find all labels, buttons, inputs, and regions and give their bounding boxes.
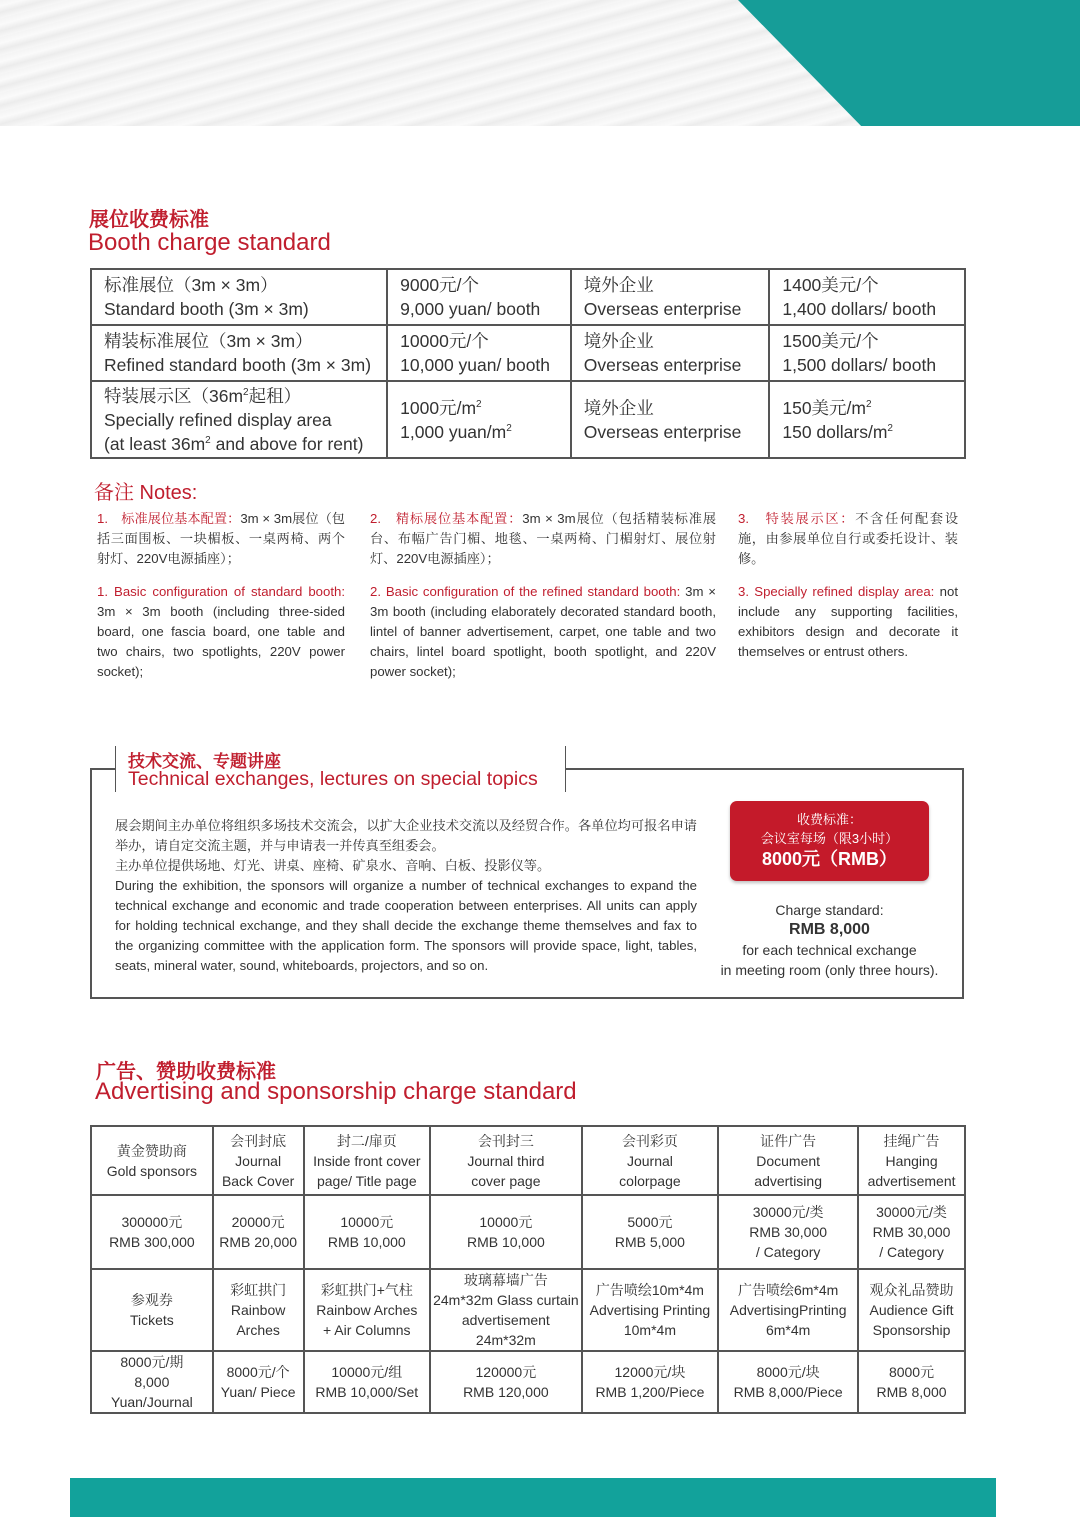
booth-row <box>91 325 965 381</box>
booth-type-cell: 特装展示区（$36m^2$起租） Specially refined display area (at least $36m^2$ and above for rent) <box>91 381 387 458</box>
booth-price-cell: 10000元/个 10,000 yuan/ booth <box>387 325 571 381</box>
ads-cell-line: Journal <box>626 1152 673 1169</box>
ads-cell-line: 广告喷绘6m*4m <box>737 1282 839 1298</box>
booth-type-cell: 标准展位（3m × 3m） Standard booth (3m × 3m) <box>91 269 387 325</box>
booth-row <box>91 381 965 458</box>
ads-cell-line: / Category <box>879 1244 944 1260</box>
ads-cell-line: Journal third <box>467 1152 545 1169</box>
ads-price-cell <box>582 1351 719 1413</box>
ads-cell-line: RMB 8,000/Piece <box>733 1384 843 1400</box>
ads-price-cell <box>718 1351 858 1413</box>
ads-price-row <box>91 1351 965 1413</box>
note-2-cn: 2. 精标展位基本配置：3m × 3m展位（包括精装标准展台、布幅广告门楣、地毯、一桌两椅、门楣射灯、展位射灯、220V电源插座）； <box>370 511 717 566</box>
booth-overseas-cell: 境外企业 Overseas enterprise <box>571 269 770 325</box>
ads-cell-line: Rainbow Arches <box>316 1302 418 1318</box>
ads-cell-line: 证件广告 <box>760 1132 817 1149</box>
ads-cell-line: 300000元 <box>121 1214 183 1230</box>
booth-title-en: Booth charge standard <box>88 229 331 256</box>
ads-cell-line: colorpage <box>619 1172 681 1189</box>
ads-cell-line: RMB 1,200/Piece <box>595 1384 705 1400</box>
ads-cell-line: 观众礼品赞助 <box>869 1282 954 1298</box>
ads-item-cell <box>582 1126 719 1195</box>
charge-standard-en: Charge standard: RMB 8,000 for each technical exchange in meeting room (only three hours). <box>720 902 939 978</box>
note-3-en: 3. Specially refined display area: not include any supporting facilities, exhibitors design and decorate it themselves or entrust others. <box>738 584 958 659</box>
ads-cell-line: 10000元 <box>479 1214 533 1230</box>
ads-item-cell <box>858 1269 965 1351</box>
ads-cell-line: Arches <box>236 1322 280 1338</box>
ads-cell-line: 会刊封三 <box>477 1132 534 1149</box>
ads-cell-line: Advertising Printing <box>589 1302 711 1318</box>
booth-row <box>91 269 965 325</box>
ads-cell-line: 120000元 <box>475 1364 537 1380</box>
ads-item-cell <box>304 1269 431 1351</box>
ads-item-cell <box>304 1126 431 1195</box>
booth-price-cell: 9000元/个 9,000 yuan/ booth <box>387 269 571 325</box>
ads-title-cn: 广告、赞助收费标准 <box>96 1061 276 1083</box>
ads-item-cell <box>718 1269 858 1351</box>
tech-title-cn: 技术交流、专题讲座 <box>128 752 281 771</box>
ads-cell-line: Gold sponsors <box>106 1162 197 1179</box>
booth-type-cell: 精装标准展位（3m × 3m） Refined standard booth (3m × 3m) <box>91 325 387 381</box>
ads-cell-line: advertising <box>754 1172 822 1189</box>
ads-price-cell <box>858 1195 965 1269</box>
ads-cell-line: 30000元/类 <box>752 1204 824 1220</box>
tech-description: 展会期间主办单位将组织多场技术交流会，以扩大企业技术交流以及经贸合作。各单位均可报名申请举办，请自定交流主题，并与申请表一并传真至组委会。 主办单位提供场地、灯光、讲桌、座椅、矿泉水、音响、白板、投影仪等。 During the exhibition, the sponsors will organize a number of technical exchanges to expand the technical exchange and economic and trade cooperation between enterprises. All units can apply for holding technical exchange, and they shall decide the exchange theme themselves and fax to the organizing committee with the application form. The sponsors will provide space, light, tables, seats, mineral water, sound, whiteboards, projectors, and so on. <box>115 818 697 973</box>
ads-cell-line: page/ Title page <box>316 1172 417 1189</box>
ads-cell-line: Back Cover <box>221 1172 295 1189</box>
tech-exchange-header <box>115 746 566 792</box>
booth-overseas-cell: 境外企业 Overseas enterprise <box>571 381 770 458</box>
ads-cell-line: RMB 10,000 <box>466 1234 545 1250</box>
ads-item-cell <box>91 1126 213 1195</box>
ads-price-row <box>91 1195 965 1269</box>
ads-cell-line: / Category <box>755 1244 821 1260</box>
ads-price-cell <box>582 1195 719 1269</box>
ads-price-cell <box>430 1351 582 1413</box>
ads-cell-line: Inside front cover <box>313 1152 421 1169</box>
ads-item-cell <box>430 1126 582 1195</box>
ads-cell-line: 黄金赞助商 <box>116 1142 187 1159</box>
ads-cell-line: RMB 5,000 <box>614 1234 685 1250</box>
ads-price-cell <box>213 1351 304 1413</box>
ads-cell-line: Audience Gift <box>869 1302 954 1318</box>
ads-cell-line: 8000元/个 <box>226 1364 290 1380</box>
ads-item-cell <box>91 1269 213 1351</box>
booth-usd-cell: 1500美元/个 1,500 dollars/ booth <box>769 325 965 381</box>
note-3-cn: 3. 特装展示区：不含任何配套设施，由参展单位自行或委托设计、装修。 <box>738 511 959 566</box>
ads-header-row <box>91 1126 965 1195</box>
ads-cell-line: 玻璃幕墙广告 <box>463 1272 548 1288</box>
note-2-en: 2. Basic configuration of the refined standard booth: 3m × 3m booth (including elaborately decorated standard booth, lintel of banner advertisement, carpet, one table and two chairs, lintel board spotlight, booth spotlight, and 220V power socket); <box>370 584 717 679</box>
ads-price-cell <box>304 1351 431 1413</box>
ads-cell-line: 8000元/期 <box>120 1354 184 1370</box>
ads-cell-line: Rainbow <box>230 1302 286 1318</box>
ads-cell-line: 8000元/块 <box>756 1364 820 1380</box>
ads-price-cell <box>718 1195 858 1269</box>
booth-usd-cell: 150美元$/m^2$ 150 dollars/$m^2$ <box>769 381 965 458</box>
ads-cell-line: Tickets <box>129 1312 174 1328</box>
ads-cell-line: 封二/扉页 <box>336 1132 397 1149</box>
ads-item-cell <box>213 1269 304 1351</box>
ads-cell-line: RMB 20,000 <box>219 1234 298 1250</box>
ads-cell-line: RMB 10,000 <box>327 1234 406 1250</box>
ads-cell-line: RMB 300,000 <box>109 1234 195 1250</box>
ads-cell-line: advertisement 24m*32m <box>461 1312 550 1348</box>
ads-cell-line: 8000元 <box>888 1364 935 1380</box>
ads-cell-line: 彩虹拱门 <box>230 1282 287 1298</box>
ads-cell-line: + Air Columns <box>323 1322 411 1338</box>
ads-cell-line: Journal <box>235 1152 282 1169</box>
ads-cell-line: Document <box>756 1152 821 1169</box>
ads-item-cell <box>858 1126 965 1195</box>
ads-cell-line: 10m*4m <box>623 1322 676 1338</box>
ads-cell-line: Sponsorship <box>872 1322 951 1338</box>
note-1-en: 1. Basic configuration of standard booth: 3m × 3m booth (including three-sided board, one fascia board, one table and two chairs, two spotlights, 220V power socket); <box>97 584 345 679</box>
ads-price-cell <box>213 1195 304 1269</box>
ads-cell-line: 30000元/类 <box>876 1204 947 1220</box>
ads-item-cell <box>718 1126 858 1195</box>
booth-price-cell: 1000元$/m^2$ 1,000 yuan/$m^2$ <box>387 381 571 458</box>
ads-cell-line: 彩虹拱门+气柱 <box>320 1282 413 1298</box>
ads-cell-line: 会刊彩页 <box>621 1132 678 1149</box>
ads-cell-line: RMB 120,000 <box>463 1384 549 1400</box>
ads-cell-line: advertisement <box>867 1172 956 1189</box>
ads-title-en: Advertising and sponsorship charge standard <box>95 1078 577 1105</box>
ads-cell-line: 12000元/块 <box>614 1364 686 1380</box>
ads-cell-line: AdvertisingPrinting <box>729 1302 847 1318</box>
ads-cell-line: 挂绳广告 <box>883 1132 940 1149</box>
booth-usd-cell: 1400美元/个 1,400 dollars/ booth <box>769 269 965 325</box>
ads-header-row <box>91 1269 965 1351</box>
ads-cell-line: 5000元 <box>627 1214 673 1230</box>
ads-cell-line: Yuan/ Piece <box>220 1384 296 1400</box>
ads-cell-line: RMB 30,000 <box>872 1224 951 1240</box>
ads-item-cell <box>430 1269 582 1351</box>
ads-cell-line: RMB 10,000/Set <box>315 1384 419 1400</box>
booth-title-cn: 展位收费标准 <box>89 209 209 231</box>
ads-price-cell <box>304 1195 431 1269</box>
notes-title: 备注 Notes: <box>94 482 198 504</box>
ads-cell-line: cover page <box>471 1172 541 1189</box>
fee-badge: 收费标准： 会议室每场（限3小时） 8000元（RMB） <box>730 801 929 881</box>
ads-table <box>90 1125 966 1414</box>
ads-price-cell <box>858 1351 965 1413</box>
ads-price-cell <box>91 1195 213 1269</box>
ads-cell-line: 10000元/组 <box>331 1364 403 1380</box>
ads-cell-line: 20000元 <box>231 1214 285 1230</box>
booth-overseas-cell: 境外企业 Overseas enterprise <box>571 325 770 381</box>
ads-cell-line: RMB 8,000 <box>876 1384 947 1400</box>
ads-item-cell <box>213 1126 304 1195</box>
ads-cell-line: RMB 30,000 <box>749 1224 828 1240</box>
ads-cell-line: 会刊封底 <box>230 1132 287 1149</box>
ads-cell-line: 6m*4m <box>765 1322 811 1338</box>
ads-cell-line: 参观券 <box>130 1292 173 1308</box>
footer-bar <box>70 1478 996 1517</box>
note-1-cn: 1. 标准展位基本配置：3m × 3m展位（包括三面围板、一块楣板、一桌两椅、两个射灯、220V电源插座）； <box>97 511 345 566</box>
ads-cell-line: 24m*32m Glass curtain <box>433 1292 579 1308</box>
ads-price-cell <box>91 1351 213 1413</box>
ads-cell-line: Hanging <box>885 1152 938 1169</box>
ads-cell-line: 广告喷绘10m*4m <box>595 1282 704 1298</box>
ads-price-cell <box>430 1195 582 1269</box>
ads-item-cell <box>582 1269 719 1351</box>
ads-cell-line: 10000元 <box>340 1214 394 1230</box>
booth-table <box>90 268 966 459</box>
tech-title-en: Technical exchanges, lectures on special topics <box>128 768 538 790</box>
ads-cell-line: 8,000 Yuan/Journal <box>111 1374 193 1410</box>
